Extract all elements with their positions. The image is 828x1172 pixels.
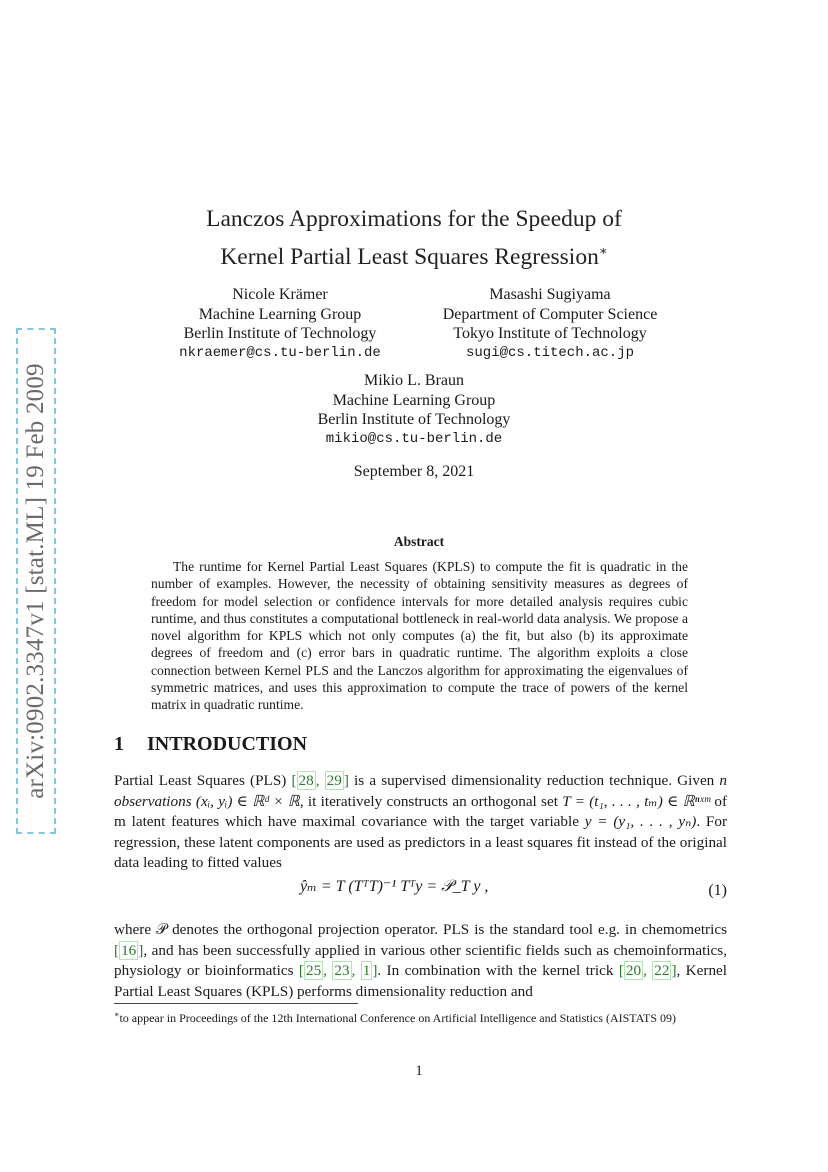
author-institution: Berlin Institute of Technology [317,411,511,428]
equation-1 [114,876,727,906]
section-number: 1 [114,733,124,755]
author-email[interactable]: mikio@cs.tu-berlin.de [325,430,503,447]
abstract-text: The runtime for Kernel Partial Least Squares (KPLS) to compute the fit is quadratic in the number of examples. However, the necessity of obtaining sensitivity measures as degrees of freedom for model selection or confidence intervals for more detailed analysis requires cubic runtime, and thus constitutes a computational bottleneck in real-world data analysis. We propose a novel algorithm for KPLS which not only computes (a) the fit, but also (b) its approximate degrees of freedom and (c) error bars in quadratic runtime. The algorithm exploits a close connection between Kernel PLS and the Lanczos algorithm for approximating the eigenvalues of symmetric matrices, and uses this approximation to compute the trace of powers of the kernel matrix in quadratic runtime. [151,559,688,713]
author-name: Mikio L. Braun [364,372,464,389]
citation-group: [ 20 , 22 ] [618,962,677,979]
citation-link[interactable]: 1 [362,962,371,979]
section-heading [114,733,307,756]
author-block-2 [420,285,680,363]
citation-group: [ 25 , 23 , 1 ] [298,962,378,979]
citation-link[interactable]: 25 [305,962,322,979]
author-institution: Berlin Institute of Technology [183,325,377,342]
author-email[interactable]: sugi@cs.titech.ac.jp [465,344,635,361]
page-number: 1 [415,1063,423,1079]
title-footnote-mark: ∗ [598,243,608,258]
citation-group: [ 16 ] [114,941,144,959]
footnote: ∗to appear in Proceedings of the 12th International Conference on Artificial Intelligence and Statistics (AISTATS 09) [114,1010,676,1025]
footnote-mark: ∗ [114,1010,120,1019]
citation-link[interactable]: 23 [334,962,350,979]
citation-group: [ 28 , 29 ] [291,772,349,789]
inline-math: T = (t₁, . . . , tₘ) ∈ ℝⁿˣᵐ [562,792,711,810]
citation-link[interactable]: 16 [121,941,137,959]
paper-date: September 8, 2021 [353,463,475,480]
equation-body: ŷₘ = T (TᵀT)⁻¹ Tᵀy = 𝒫_T y , [300,878,489,895]
citation-link[interactable]: 28 [298,772,314,789]
inline-math: n observations (xᵢ, yᵢ) ∈ ℝᵈ × ℝ [114,772,728,810]
author-block-3 [0,371,828,449]
title-line-2: Kernel Partial Least Squares Regression∗ [220,243,608,270]
abstract-heading: Abstract [393,534,445,549]
title-line-1: Lanczos Approximations for the Speedup of [206,206,622,232]
section-title: INTRODUCTION [147,733,308,755]
citation-link[interactable]: 22 [654,962,670,979]
author-group: Machine Learning Group [198,305,362,323]
author-block-1 [160,285,400,363]
equation-number: (1) [708,882,727,899]
intro-paragraph-1: Partial Least Squares (PLS) [ 28 , 29 ] is a supervised dimensionality reduction technique. Given n observations (xᵢ, yᵢ) ∈ ℝᵈ × ℝ, it iteratively constructs an orthogonal set T = (t₁, . . . , tₘ) ∈ ℝⁿˣᵐ of m latent features which have maximal covariance with the target variable y = (y₁, . . . , yₙ). For regression, these latent components are used as predictors in a least squares fit instead of the original data leading to fitted values [114,772,728,871]
author-group: Department of Computer Science [442,305,658,323]
inline-math: y = (y₁, . . . , yₙ) [584,813,697,830]
footnote-rule [114,1003,358,1004]
arxiv-identifier-text: arXiv:0902.3347v1 [stat.ML] 19 Feb 2009 [22,363,49,799]
citation-link[interactable]: 20 [625,962,642,979]
intro-paragraph-2: where 𝒫 denotes the orthogonal projection operator. PLS is the standard tool e.g. in chemometrics [ 16 ], and has been successfully applied in various other scientific fields such as chemoinformatics, physiology or bioinformatics [ 25 , 23 , 1 ]. In combination with the kernel trick [ 20 , 22 ], Kernel Partial Least Squares (KPLS) performs dimensionality reduction and [114,921,728,1000]
author-institution: Tokyo Institute of Technology [453,325,647,342]
paper-title [0,203,828,273]
citation-link[interactable]: 29 [326,772,342,789]
author-group: Machine Learning Group [332,391,496,409]
author-name: Masashi Sugiyama [489,286,611,303]
author-name: Nicole Krämer [232,286,328,303]
author-email[interactable]: nkraemer@cs.tu-berlin.de [179,344,381,361]
